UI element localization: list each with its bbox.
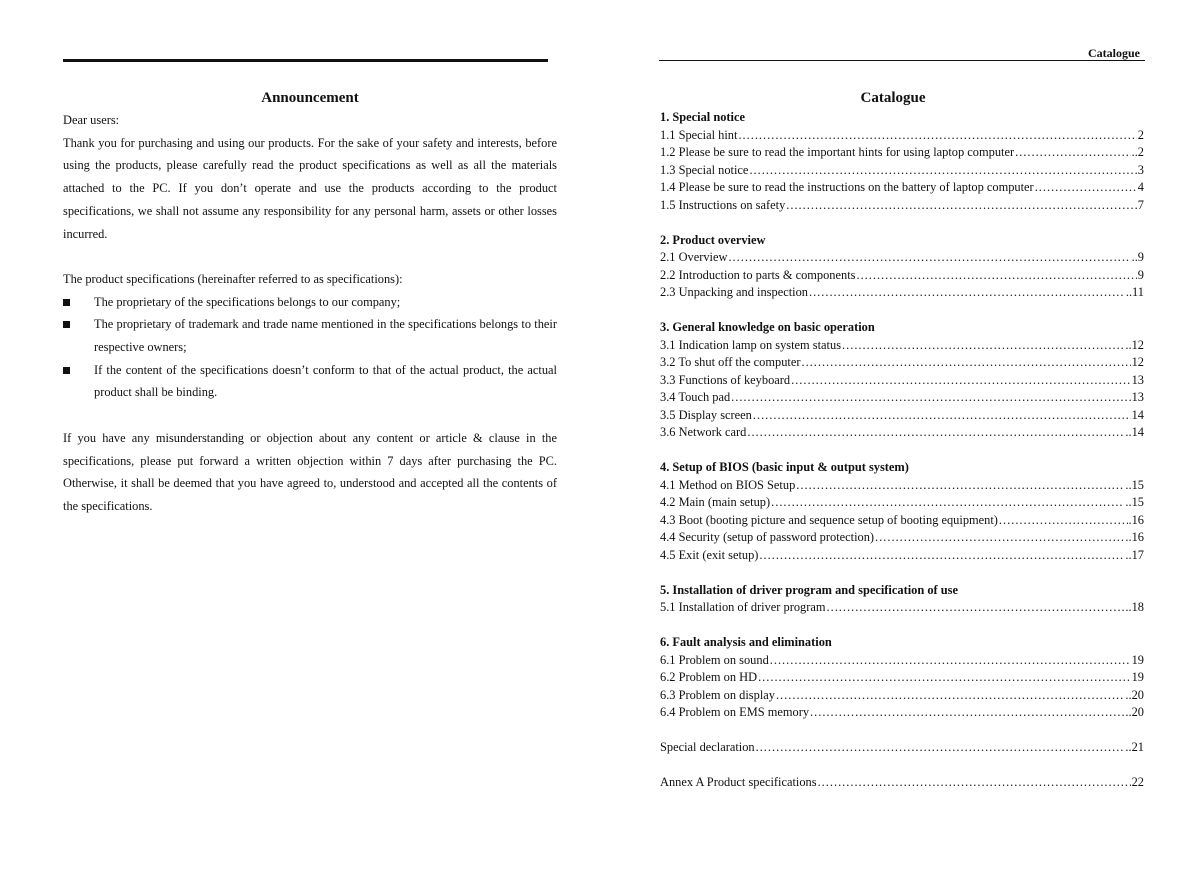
toc-dot-leader xyxy=(756,739,1125,757)
toc-page-number: 19 xyxy=(1131,652,1144,667)
toc-dot-leader xyxy=(810,704,1124,722)
toc-section-heading: 1. Special notice xyxy=(660,110,746,124)
toc-dot-leader xyxy=(796,477,1124,495)
toc-entry-title: Special declaration xyxy=(660,740,755,754)
toc-entry[interactable] xyxy=(660,197,1144,215)
toc-page-number: ..16 xyxy=(1125,530,1144,544)
toc-dot-leader xyxy=(791,372,1131,390)
toc-entry[interactable] xyxy=(660,704,1144,722)
toc-page-number: ..20 xyxy=(1125,687,1144,702)
toc-dot-leader xyxy=(728,249,1130,267)
toc-entry-title: 3.4 Touch pad xyxy=(660,390,731,404)
toc-entry-title: Annex A Product specifications xyxy=(660,775,817,789)
toc-entry[interactable] xyxy=(660,494,1144,512)
closing-paragraph: If you have any misunderstanding or objection about any content or article & clause in the specifications, please put forward a written objection within 7 days after purchasing the PC. Otherwise, it shall be deemed that you have agreed to, understood and accepted all the contents of the specifications. xyxy=(63,430,557,513)
toc-entry-title: 1.3 Special notice xyxy=(660,162,749,177)
toc-page-number: 22 xyxy=(1131,775,1144,789)
announcement-body xyxy=(63,109,557,518)
toc-entry-title: 4.3 Boot (booting picture and sequence setup of booting equipment) xyxy=(660,512,998,527)
toc-page-number: 19 xyxy=(1131,670,1144,684)
toc-entry-title: 3.5 Display screen xyxy=(660,407,752,422)
bullet-square-icon xyxy=(63,367,70,374)
toc-page-number: ..15 xyxy=(1125,477,1144,492)
toc-entry-title: 2.2 Introduction to parts & components xyxy=(660,267,856,282)
catalogue-title: Catalogue xyxy=(860,90,926,106)
toc-entry[interactable] xyxy=(660,162,1144,180)
announcement-title: Announcement xyxy=(261,90,359,106)
intro-paragraph: Thank you for purchasing and using our products. For the sake of your safety and interests, before using the products, please carefully read the product specifications as well as all the materials attached to the PC. If you don’t operate and use the products according to the product specifications, we shall not assume any responsibility for any personal harm, assets or other losses incurred. xyxy=(63,135,557,241)
toc-page-number: ..20 xyxy=(1125,705,1144,719)
toc-page-number: ..15 xyxy=(1125,495,1144,509)
toc-entry[interactable] xyxy=(660,144,1144,162)
bullet-square-icon xyxy=(63,321,70,328)
spec-intro: The product specifications (hereinafter referred to as specifications): xyxy=(63,271,403,286)
toc-entry-title: 1.2 Please be sure to read the important hints for using laptop computer xyxy=(660,145,1015,159)
toc-entry[interactable] xyxy=(660,652,1144,670)
toc-entry-title: 6.1 Problem on sound xyxy=(660,652,769,667)
toc-page-number: 2 xyxy=(1137,127,1144,142)
toc-entry-title: 1.4 Please be sure to read the instructions on the battery of laptop computer xyxy=(660,180,1034,194)
toc-dot-leader xyxy=(758,669,1131,687)
toc-page-number: ..12 xyxy=(1125,337,1144,352)
toc-dot-leader xyxy=(771,494,1124,512)
toc-entry-title: 2.1 Overview xyxy=(660,250,728,264)
toc-section-heading: 2. Product overview xyxy=(660,232,766,247)
toc-entry[interactable] xyxy=(660,424,1144,442)
toc-dot-leader xyxy=(749,162,1136,180)
toc-dot-leader xyxy=(842,337,1124,355)
toc-dot-leader xyxy=(999,512,1128,530)
toc-page-number: 4 xyxy=(1137,180,1144,194)
toc-entry-title: 6.3 Problem on display xyxy=(660,687,775,702)
bullet-square-icon xyxy=(63,299,70,306)
bullet-item xyxy=(63,291,557,314)
toc-dot-leader xyxy=(856,267,1136,285)
toc-dot-leader xyxy=(801,354,1130,372)
running-header: Catalogue xyxy=(1088,46,1140,60)
bullet-text: The proprietary of trademark and trade name mentioned in the specifications belongs to their respective owners; xyxy=(94,317,557,355)
toc-page-number: 3 xyxy=(1137,162,1144,177)
toc-dot-leader xyxy=(1035,179,1137,197)
greeting: Dear users: xyxy=(63,113,120,127)
bullet-item xyxy=(63,313,557,358)
toc-dot-leader xyxy=(776,687,1124,705)
toc-entry[interactable] xyxy=(660,687,1144,705)
toc-dot-leader xyxy=(818,774,1131,792)
toc-dot-leader xyxy=(753,407,1131,425)
toc-dot-leader xyxy=(759,547,1124,565)
toc-dot-leader xyxy=(827,599,1125,617)
toc-entry[interactable] xyxy=(660,739,1144,757)
toc-entry[interactable] xyxy=(660,267,1144,285)
toc-dot-leader xyxy=(731,389,1130,407)
toc-page-number: .16 xyxy=(1128,512,1144,527)
toc-dot-leader xyxy=(1015,144,1131,162)
toc-page-number: ..17 xyxy=(1125,547,1144,562)
toc-entry-title: 1.5 Instructions on safety xyxy=(660,197,786,212)
toc-entry-title: 4.4 Security (setup of password protection) xyxy=(660,530,875,544)
toc-entry[interactable] xyxy=(660,547,1144,565)
toc-page-number: ..14 xyxy=(1125,425,1144,439)
toc-entry-title: 3.1 Indication lamp on system status xyxy=(660,337,842,352)
top-rule xyxy=(63,59,548,62)
toc-page-number: ..2 xyxy=(1131,145,1144,159)
toc-dot-leader xyxy=(738,127,1136,145)
toc-entry-title: 4.5 Exit (exit setup) xyxy=(660,547,759,562)
toc-page-number: ..21 xyxy=(1125,740,1144,754)
toc-page-number: 12 xyxy=(1131,355,1144,369)
toc-entry[interactable] xyxy=(660,599,1144,617)
toc-section-heading: 3. General knowledge on basic operation xyxy=(660,320,875,334)
toc-entry-title: 2.3 Unpacking and inspection xyxy=(660,285,808,299)
toc-page-number: ..11 xyxy=(1125,285,1144,299)
toc-entry[interactable] xyxy=(660,774,1144,792)
toc-entry[interactable] xyxy=(660,337,1144,355)
toc-entry[interactable] xyxy=(660,127,1144,145)
toc-entry[interactable] xyxy=(660,477,1144,495)
toc-entry[interactable] xyxy=(660,372,1144,390)
toc-dot-leader xyxy=(786,197,1137,215)
toc-entry-title: 4.2 Main (main setup) xyxy=(660,495,771,509)
toc-page-number: 7 xyxy=(1137,197,1144,212)
toc-entry[interactable] xyxy=(660,354,1144,372)
toc-entry[interactable] xyxy=(660,512,1144,530)
toc-entry[interactable] xyxy=(660,407,1144,425)
toc-page-number: 14 xyxy=(1131,407,1144,422)
toc-entry[interactable] xyxy=(660,529,1144,547)
toc-entry-title: 3.3 Functions of keyboard xyxy=(660,372,791,387)
toc-section-heading: 4. Setup of BIOS (basic input & output system) xyxy=(660,460,909,474)
bullet-text: If the content of the specifications doesn’t conform to that of the actual product, the actual product shall be binding. xyxy=(94,362,557,400)
toc-entry-title: 1.1 Special hint xyxy=(660,127,738,142)
bullet-item xyxy=(63,359,557,404)
toc-page-number: 13 xyxy=(1131,372,1144,387)
toc-page-number: 9 xyxy=(1137,267,1144,282)
toc-entry[interactable] xyxy=(660,389,1144,407)
toc-dot-leader xyxy=(809,284,1125,302)
toc-entry[interactable] xyxy=(660,669,1144,687)
toc-entry[interactable] xyxy=(660,249,1144,267)
toc-section-heading: 6. Fault analysis and elimination xyxy=(660,635,832,649)
toc-page-number: 13 xyxy=(1131,390,1144,404)
toc-page-number: ..18 xyxy=(1125,600,1144,614)
toc-dot-leader xyxy=(747,424,1124,442)
table-of-contents xyxy=(660,109,1144,792)
toc-dot-leader xyxy=(770,652,1131,670)
toc-entry-title: 6.4 Problem on EMS memory xyxy=(660,705,810,719)
bullet-text: The proprietary of the specifications belongs to our company; xyxy=(94,294,401,309)
toc-entry-title: 4.1 Method on BIOS Setup xyxy=(660,477,796,492)
toc-page-number: ..9 xyxy=(1131,250,1144,264)
toc-entry[interactable] xyxy=(660,284,1144,302)
toc-entry-title: 6.2 Problem on HD xyxy=(660,670,758,684)
toc-entry[interactable] xyxy=(660,179,1144,197)
toc-entry-title: 5.1 Installation of driver program xyxy=(660,600,826,614)
toc-dot-leader xyxy=(875,529,1124,547)
toc-section-heading: 5. Installation of driver program and specification of use xyxy=(660,582,958,597)
header-rule xyxy=(659,60,1145,61)
toc-entry-title: 3.6 Network card xyxy=(660,425,747,439)
toc-entry-title: 3.2 To shut off the computer xyxy=(660,355,801,369)
